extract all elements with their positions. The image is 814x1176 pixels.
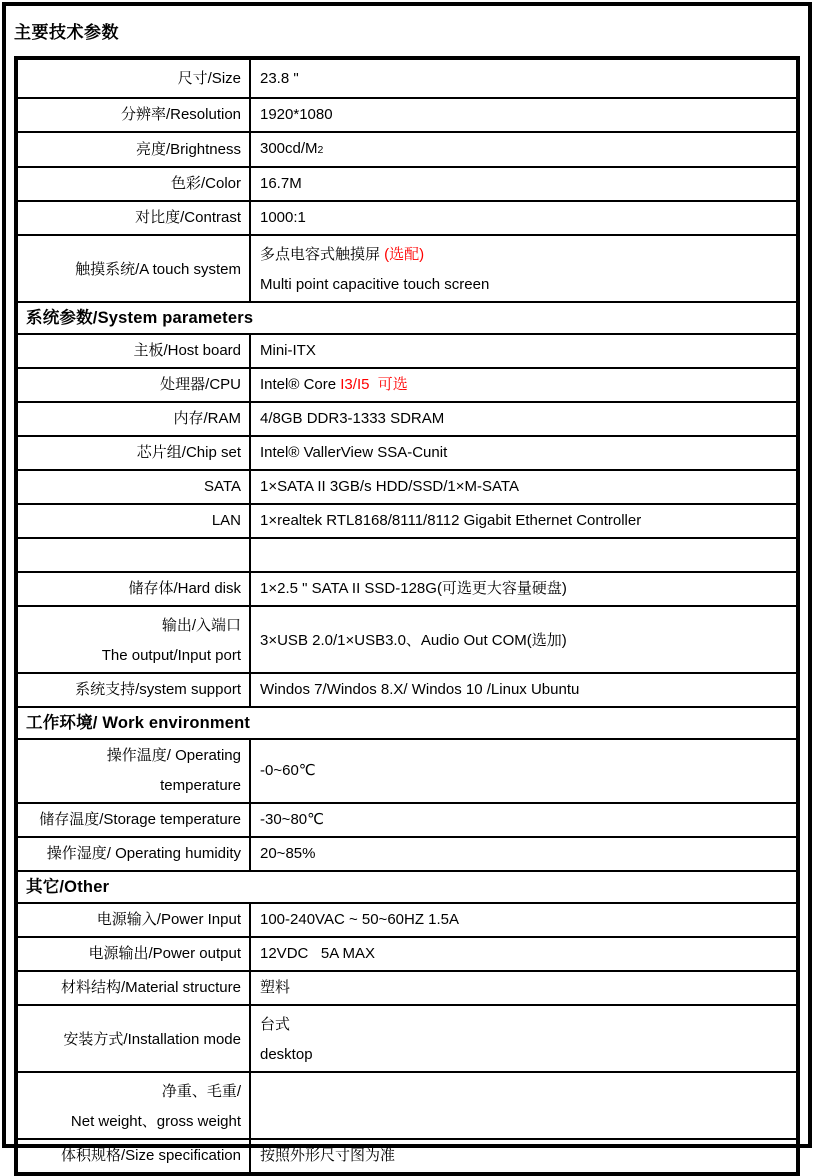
cell-text-line: [260, 939, 792, 969]
spec-value-cell: [250, 1005, 798, 1072]
cell-text-line: [22, 1107, 241, 1137]
highlighted-text: I3/I5 可选: [340, 376, 408, 393]
cell-text-line: [260, 675, 792, 705]
page-title: 主要技术参数: [14, 23, 119, 42]
text-segment: 体积规格/Size specification: [60, 1147, 241, 1164]
cell-text-line: [22, 472, 241, 502]
text-segment: 3×USB 2.0/1×USB3.0、Audio Out COM(选加): [260, 632, 567, 649]
table-row: [16, 504, 798, 538]
spec-label-cell: [16, 201, 250, 235]
spec-label-cell: [16, 98, 250, 132]
text-segment: 电源输入/Power Input: [96, 911, 241, 928]
cell-text-line: [260, 805, 792, 835]
spec-value-cell: [250, 971, 798, 1005]
text-segment: Windos 7/Windos 8.X/ Windos 10 /Linux Ubuntu: [260, 681, 580, 698]
cell-text-line: [260, 336, 792, 366]
cell-text-line: [22, 169, 241, 199]
cell-text-line: [22, 100, 241, 130]
cell-text-line: [260, 134, 792, 165]
spec-table-body: [16, 58, 798, 1174]
cell-text-line: [22, 839, 241, 869]
spec-value-cell: [250, 572, 798, 606]
text-segment: 触摸系统/A touch system: [75, 261, 241, 278]
text-segment: 色彩/Color: [170, 175, 241, 192]
text-segment: 储存体/Hard disk: [128, 580, 241, 597]
spec-value-cell: [250, 58, 798, 98]
spec-label-cell: [16, 538, 250, 572]
cell-text-line: [22, 741, 246, 801]
text-segment: 内存/RAM: [173, 410, 241, 427]
text-segment: 1920*1080: [260, 106, 333, 123]
cell-text-line: [22, 574, 241, 604]
text-segment: 材料结构/Material structure: [60, 979, 241, 996]
spec-value-cell: [250, 937, 798, 971]
text-segment: 主板/Host board: [133, 342, 241, 359]
spec-label-cell: [16, 572, 250, 606]
section-header-row: [16, 707, 798, 739]
spec-label-cell: [16, 1139, 250, 1174]
cell-text-line: [22, 438, 241, 468]
cell-text-line: [260, 1141, 792, 1171]
text-segment: 4/8GB DDR3-1333 SDRAM: [260, 410, 445, 427]
text-segment: The output/Input port: [101, 647, 241, 664]
spec-label-cell: [16, 368, 250, 402]
cell-text-line: [22, 135, 241, 165]
cell-text-line: [22, 611, 241, 641]
section-header-row: [16, 302, 798, 334]
table-row: [16, 538, 798, 572]
spec-value-cell: [250, 739, 798, 803]
text-segment: 分辨率/Resolution: [120, 106, 241, 123]
spec-label-cell: [16, 837, 250, 871]
text-segment: 操作湿度/ Operating humidity: [46, 845, 241, 862]
spec-label-cell: [16, 903, 250, 937]
cell-text-line: [260, 404, 792, 434]
cell-text-line: [260, 438, 792, 468]
text-segment: LAN: [211, 512, 241, 529]
spec-label-cell: [16, 937, 250, 971]
spec-label-cell: [16, 402, 250, 436]
spec-sheet: [14, 16, 800, 1176]
spec-label-cell: [16, 673, 250, 707]
spec-value-cell: [250, 201, 798, 235]
spec-value-cell: [250, 167, 798, 201]
cell-text-line: [260, 626, 792, 656]
table-row: [16, 201, 798, 235]
text-segment: 1×SATA II 3GB/s HDD/SSD/1×M-SATA: [260, 478, 519, 495]
text-segment: 输出/入端口: [161, 617, 241, 634]
text-segment: 16.7M: [260, 175, 302, 192]
text-segment: 芯片组/Chip set: [136, 444, 241, 461]
cell-text-line: [260, 756, 792, 786]
cell-text-line: [260, 1010, 792, 1040]
text-segment: 尺寸/Size: [177, 69, 241, 87]
table-row: [16, 58, 798, 98]
table-row: [16, 606, 798, 673]
cell-text-line: [260, 240, 792, 270]
text-segment: 1×realtek RTL8168/8111/8112 Gigabit Ethernet Controller: [260, 512, 642, 529]
text-segment: 2: [317, 144, 324, 156]
cell-text-line: [22, 64, 241, 94]
section-header-cell: 系统参数/System parameters: [16, 302, 798, 334]
text-segment: -30~80℃: [260, 811, 324, 828]
cell-text-line: [22, 255, 241, 285]
spec-label-cell: [16, 1005, 250, 1072]
text-segment: 1×2.5 " SATA II SSD-128G(可选更大容量硬盘): [260, 580, 567, 597]
text-segment: 20~85%: [260, 845, 316, 862]
spec-value-cell: [250, 470, 798, 504]
table-row: [16, 937, 798, 971]
table-row: [16, 673, 798, 707]
table-row: [16, 167, 798, 201]
table-row: [16, 739, 798, 803]
table-row: [16, 572, 798, 606]
text-segment: 电源输出/Power output: [88, 945, 241, 962]
spec-label-cell: [16, 803, 250, 837]
spec-label-cell: [16, 235, 250, 302]
cell-text-line: [260, 370, 792, 400]
cell-text-line: [22, 939, 241, 969]
text-segment: 塑料: [260, 979, 291, 996]
spec-label-cell: [16, 504, 250, 538]
table-row: [16, 971, 798, 1005]
spec-label-cell: [16, 58, 250, 98]
table-row: [16, 837, 798, 871]
cell-text-line: [22, 1077, 241, 1107]
cell-text-line: [260, 905, 792, 935]
text-segment: Intel® Core: [260, 376, 341, 393]
cell-text-line: [260, 270, 792, 300]
spec-table: [14, 56, 800, 1176]
spec-label-cell: [16, 132, 250, 167]
spec-value-cell: [250, 673, 798, 707]
table-row: [16, 903, 798, 937]
cell-text-line: [260, 973, 792, 1003]
cell-text-line: [260, 472, 792, 502]
cell-text-line: [22, 973, 241, 1003]
text-segment: 多点电容式触摸屏: [260, 246, 385, 263]
spec-value-cell: [250, 1072, 798, 1139]
cell-text-line: [260, 169, 792, 199]
cell-text-line: [22, 506, 241, 536]
text-segment: -0~60℃: [260, 762, 316, 779]
spec-value-cell: [250, 837, 798, 871]
spec-value-cell: [250, 98, 798, 132]
spec-value-cell: [250, 132, 798, 167]
cell-text-line: [260, 1040, 792, 1070]
text-segment: 安装方式/Installation mode: [63, 1031, 241, 1048]
text-segment: 23.8 ": [260, 69, 299, 87]
table-row: [16, 368, 798, 402]
section-header-cell: 工作环境/ Work environment: [16, 707, 798, 739]
cell-text-line: [260, 506, 792, 536]
table-row: [16, 470, 798, 504]
text-segment: 处理器/CPU: [160, 376, 241, 393]
spec-value-cell: [250, 235, 798, 302]
cell-text-line: [22, 1141, 241, 1171]
text-segment: Mini-ITX: [260, 342, 316, 359]
section-header-cell: 其它/Other: [16, 871, 798, 903]
table-row: [16, 334, 798, 368]
text-segment: desktop: [260, 1046, 313, 1063]
table-row: [16, 1139, 798, 1174]
cell-text-line: [22, 370, 241, 400]
table-row: [16, 98, 798, 132]
spec-value-cell: [250, 1139, 798, 1174]
cell-text-line: [22, 805, 241, 835]
cell-text-line: [260, 100, 792, 130]
text-segment: Multi point capacitive touch screen: [260, 276, 490, 293]
spec-label-cell: [16, 436, 250, 470]
text-segment: 系统支持/system support: [75, 681, 241, 698]
text-segment: 1000:1: [260, 209, 306, 226]
text-segment: 净重、毛重/: [161, 1083, 241, 1100]
table-row: [16, 132, 798, 167]
cell-text-line: [260, 203, 792, 233]
text-segment: SATA: [204, 478, 241, 495]
table-row: [16, 436, 798, 470]
cell-text-line: [22, 336, 241, 366]
text-segment: 台式: [260, 1016, 291, 1033]
spec-value-cell: [250, 334, 798, 368]
spec-label-cell: [16, 971, 250, 1005]
cell-text-line: [260, 839, 792, 869]
text-segment: 储存温度/Storage temperature: [39, 811, 241, 828]
text-segment: 300cd/M: [260, 140, 318, 157]
cell-text-line: [22, 675, 241, 705]
text-segment: 按照外形尺寸图为准: [260, 1147, 396, 1164]
text-segment: 12VDC 5A MAX: [260, 945, 376, 962]
text-segment: Intel® VallerView SSA-Cunit: [260, 444, 448, 461]
spec-label-cell: [16, 334, 250, 368]
spec-label-cell: [16, 606, 250, 673]
spec-label-cell: [16, 167, 250, 201]
spec-value-cell: [250, 903, 798, 937]
spec-label-cell: [16, 1072, 250, 1139]
cell-text-line: [22, 203, 241, 233]
cell-text-line: [22, 1025, 241, 1055]
spec-value-cell: [250, 504, 798, 538]
spec-value-cell: [250, 402, 798, 436]
cell-text-line: [22, 905, 241, 935]
table-row: [16, 1005, 798, 1072]
highlighted-text: (选配): [384, 246, 425, 263]
text-segment: Net weight、gross weight: [70, 1113, 241, 1130]
cell-text-line: [260, 64, 792, 94]
spec-value-cell: [250, 803, 798, 837]
table-row: [16, 1072, 798, 1139]
text-segment: 对比度/Contrast: [135, 209, 241, 226]
text-segment: 亮度/Brightness: [135, 140, 241, 158]
cell-text-line: [22, 404, 241, 434]
cell-text-line: [260, 574, 792, 604]
spec-value-cell: [250, 368, 798, 402]
cell-text-line: [22, 641, 241, 671]
spec-label-cell: [16, 470, 250, 504]
text-segment: 操作温度/ Operating temperature: [106, 747, 246, 794]
table-row: [16, 803, 798, 837]
spec-label-cell: [16, 739, 250, 803]
spec-value-cell: [250, 606, 798, 673]
section-header-row: [16, 871, 798, 903]
table-row: [16, 235, 798, 302]
table-row: [16, 402, 798, 436]
spec-value-cell: [250, 538, 798, 572]
text-segment: 100-240VAC ~ 50~60HZ 1.5A: [260, 911, 460, 928]
spec-value-cell: [250, 436, 798, 470]
